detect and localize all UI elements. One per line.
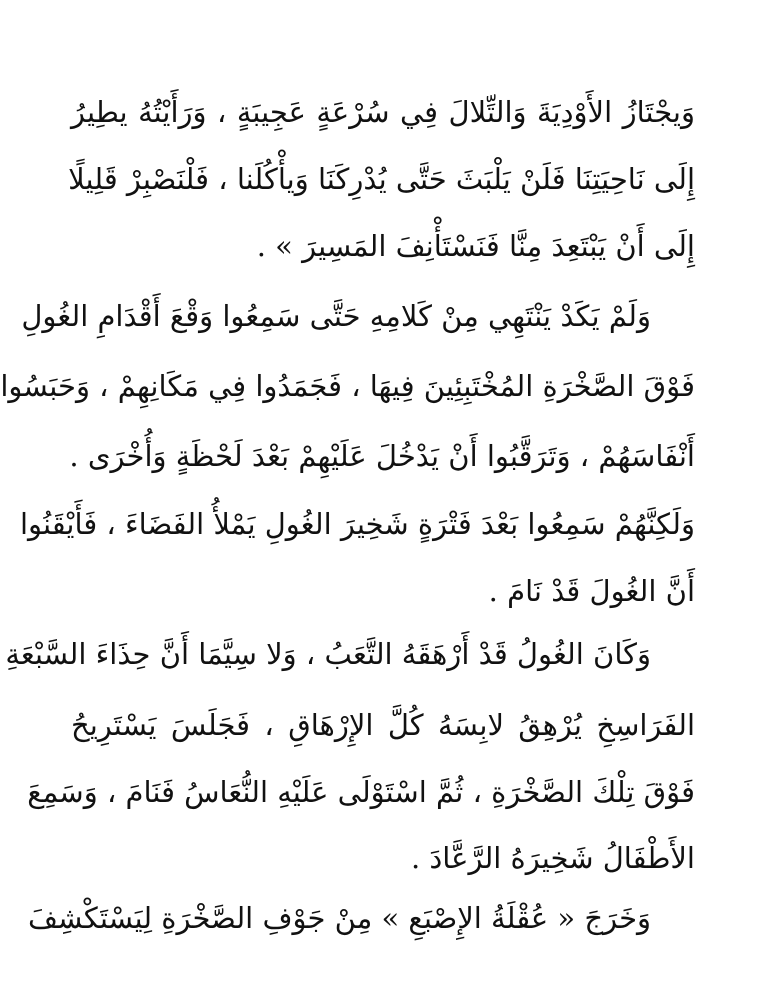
text-line: فَوْقَ تِلْكَ الصَّخْرَةِ ، ثُمَّ اسْتَوْلَى عَلَيْهِ النُّعَاسُ فَنَامَ ، وَسَمِعَ [27,775,695,809]
text-line: وَلَمْ يَكَدْ يَنْتَهِي مِنْ كَلامِهِ حَتَّى سَمِعُوا وَقْعَ أَقْدَامِ الغُولِ [21,299,651,333]
text-line: إِلَى نَاحِيَتِنَا فَلَنْ يَلْبَثَ حَتَّى يُدْرِكَنَا وَيأْكُلَنا ، فَلْنَصْبِرْ قَلِيلًا [68,162,695,196]
text-line: وَيجْتَازُ الأَوْدِيَةَ وَالتِّلالَ فِي سُرْعَةٍ عَجِيبَةٍ ، وَرَأَيْتُهُ يطِيرُ [71,95,695,129]
text-line: أَنَّ الغُولَ قَدْ نَامَ . [488,574,695,608]
text-line: الأَطْفَالُ شَخِيرَهُ الرَّعَّادَ . [410,841,695,875]
text-line: وَكَانَ الغُولُ قَدْ أَرْهَقَهُ التَّعَبُ ، وَلا سِيَّمَا أَنَّ حِذَاءَ السَّبْعَةِ [5,637,651,671]
text-line: وَلَكِنَّهُمْ سَمِعُوا بَعْدَ فَتْرَةٍ شَخِيرَ الغُولِ يَمْلأُ الفَضَاءَ ، فَأَيْقَنُوا [19,507,695,541]
text-line: وَخَرَجَ « عُقْلَةُ الإِصْبَعِ » مِنْ جَوْفِ الصَّخْرَةِ لِيَسْتَكْشِفَ [27,901,651,935]
text-line: إِلَى أَنْ يَبْتَعِدَ مِنَّا فَنَسْتَأْنِفَ المَسِيرَ » . [256,229,695,263]
text-line: الفَرَاسِخِ يُرْهِقُ لابِسَهُ كُلَّ الإِرْهَاقِ ، فَجَلَسَ يَسْتَرِيحُ [71,708,695,742]
text-line: فَوْقَ الصَّخْرَةِ المُخْتَبِئِينَ فِيهَا ، فَجَمَدُوا فِي مَكَانِهِمْ ، وَحَبَسُوا [0,369,695,403]
text-line: أَنْفَاسَهُمْ ، وَتَرَقَّبُوا أَنْ يَدْخُلَ عَلَيْهِمْ بَعْدَ لَحْظَةٍ وَأُخْرَى . [69,439,695,473]
